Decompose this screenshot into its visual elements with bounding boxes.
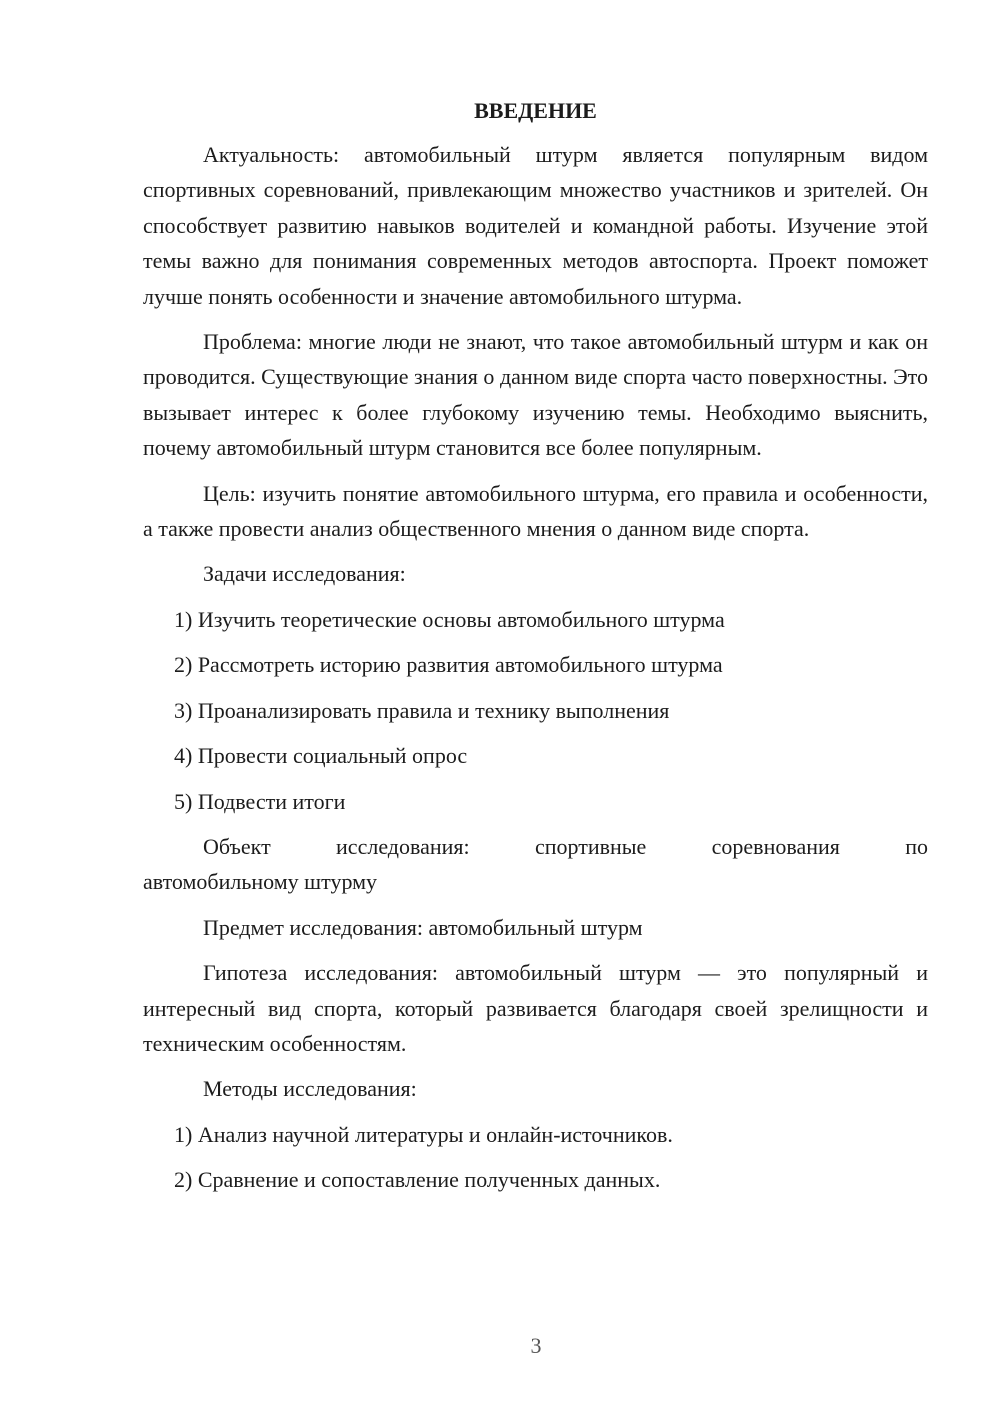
page-number: 3 <box>530 1333 542 1358</box>
tasks-heading: Задачи исследования: <box>203 561 406 587</box>
object-tail: автомобильному штурму <box>143 869 378 895</box>
tasks-list <box>143 602 928 819</box>
task-item: 2) Рассмотреть историю развития автомобильного штурма <box>174 652 723 678</box>
object-word: соревнования <box>711 833 840 859</box>
method-item: 2) Сравнение и сопоставление полученных данных. <box>174 1167 661 1193</box>
task-item: 4) Провести социальный опрос <box>174 743 468 769</box>
goal-paragraph: Цель: изучить понятие автомобильного штурма, его правила и особенности, а также провести анализ общественного мнения о данном виде спорта. <box>143 480 928 542</box>
subject-paragraph: Предмет исследования: автомобильный штурм <box>203 914 643 940</box>
page-title: ВВЕДЕНИЕ <box>474 98 597 123</box>
task-item: 5) Подвести итоги <box>174 788 346 814</box>
methods-list <box>143 1117 928 1198</box>
hypothesis-paragraph: Гипотеза исследования: автомобильный штурм — это популярный и интересный вид спорта, который развивается благодаря своей зрелищности и техническим особенностям. <box>143 960 928 1056</box>
problem-paragraph: Проблема: многие люди не знают, что такое автомобильный штурм и как он проводится. Существующие знания о данном виде спорта часто поверхностны. Это вызывает интерес к более глубокому изучению темы. Необходимо выяснить, почему автомобильный штурм становится все более популярным. <box>143 329 928 461</box>
method-item: 1) Анализ научной литературы и онлайн-источников. <box>174 1121 673 1147</box>
document-page <box>143 96 928 1208</box>
task-item: 1) Изучить теоретические основы автомобильного штурма <box>174 606 725 632</box>
object-word: спортивные <box>534 833 647 859</box>
object-word: по <box>905 833 928 859</box>
relevance-paragraph: Актуальность: автомобильный штурм является популярным видом спортивных соревнований, привлекающим множество участников и зрителей. Он способствует развитию навыков водителей и командной работы. Изучение этой темы важно для понимания современных методов автоспорта. Проект поможет лучше понять особенности и значение автомобильного штурма. <box>143 142 928 309</box>
object-paragraph <box>143 829 928 900</box>
object-word: Объект <box>203 833 271 859</box>
object-word: исследования: <box>336 833 470 859</box>
object-first-line <box>143 829 928 864</box>
methods-heading: Методы исследования: <box>203 1076 417 1102</box>
task-item: 3) Проанализировать правила и технику выполнения <box>174 697 670 723</box>
